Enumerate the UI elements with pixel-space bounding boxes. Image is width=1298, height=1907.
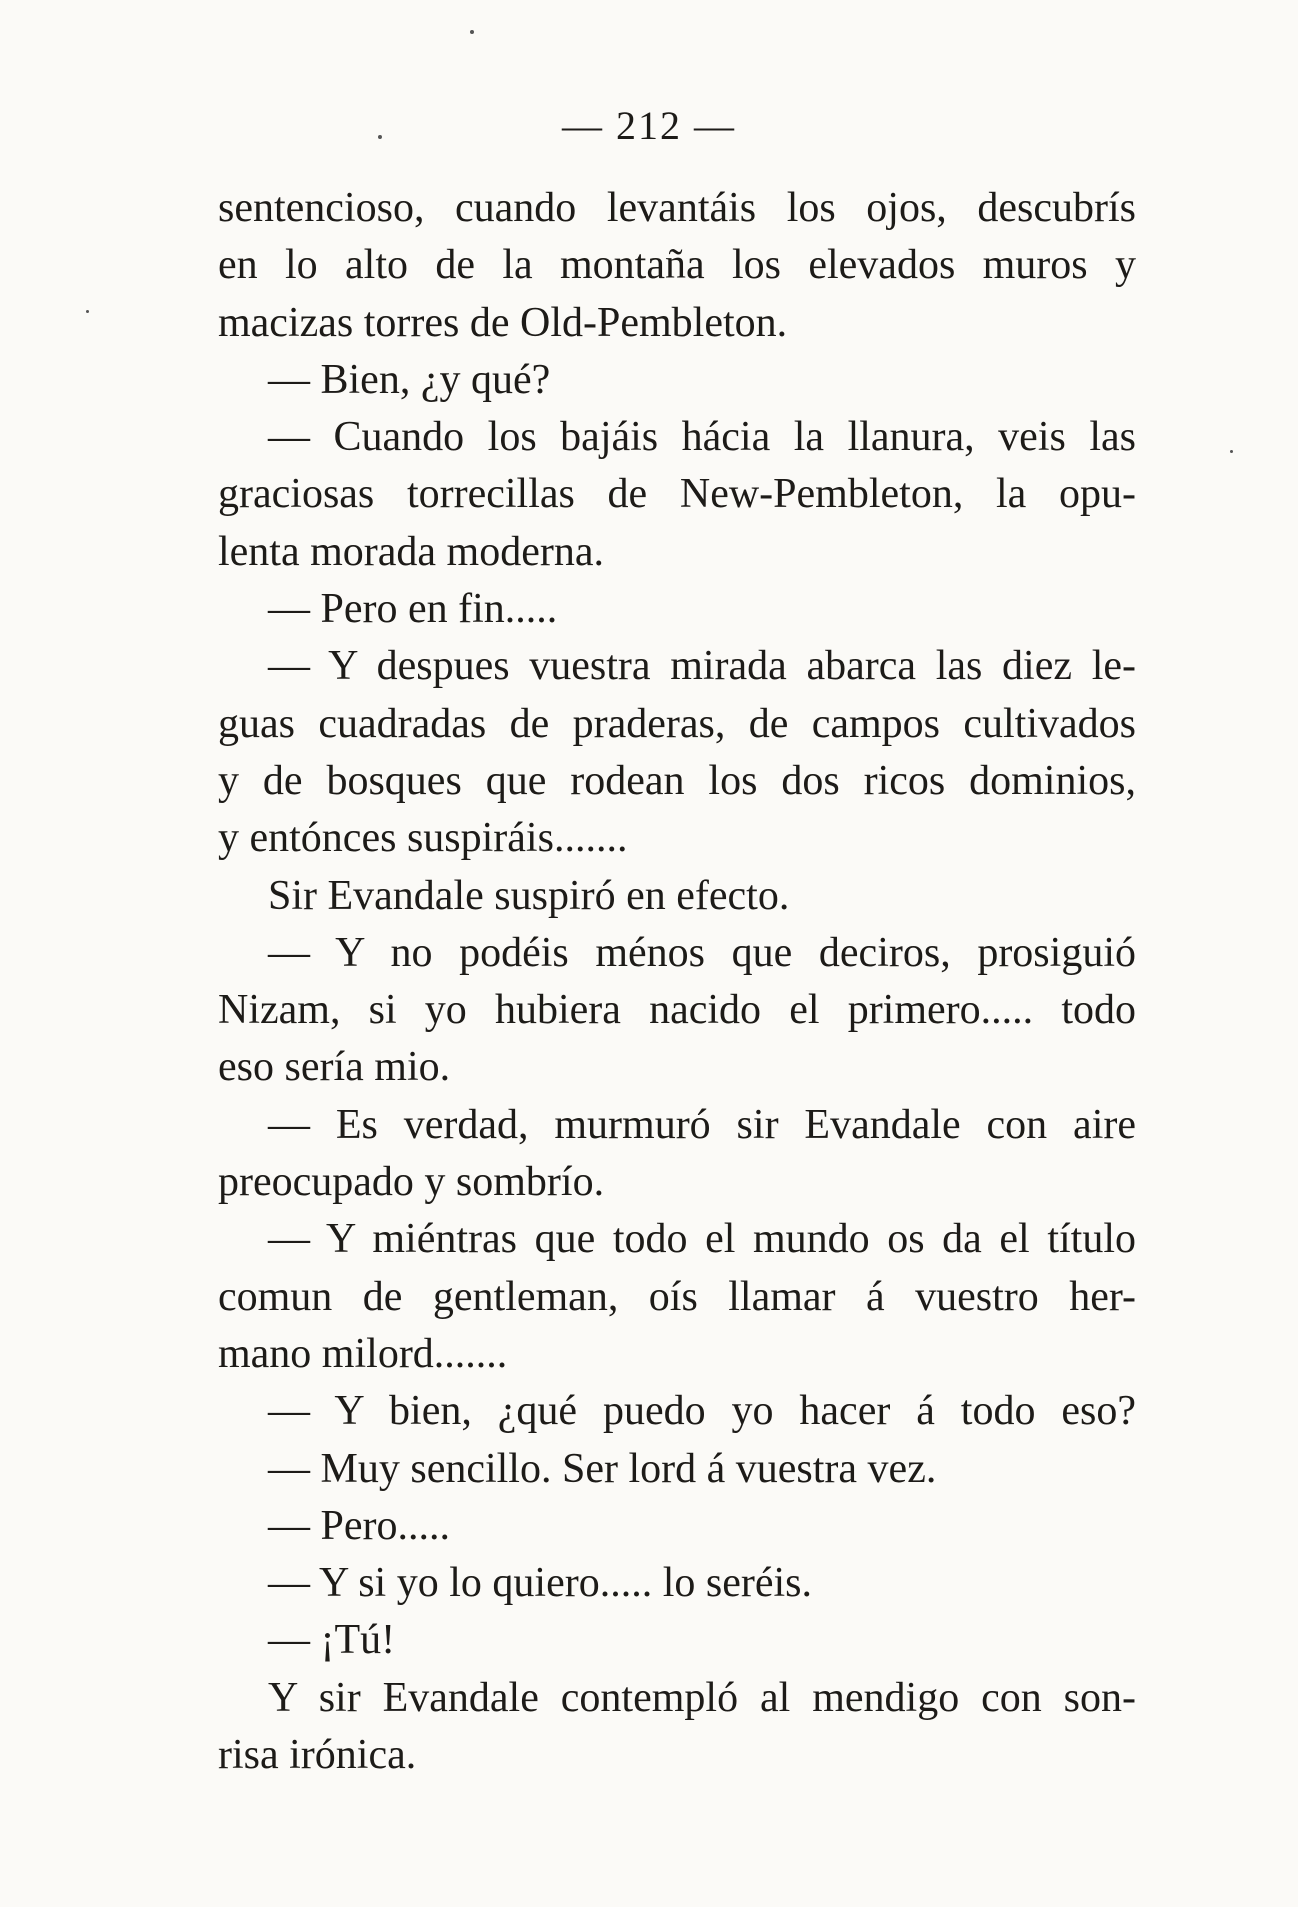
text-line: preocupado y sombrío.	[218, 1159, 605, 1206]
text-line: Nizam, si yo hubiera nacido el primero..... todo	[218, 987, 1136, 1034]
text-line: eso sería mio.	[218, 1044, 451, 1091]
text-line: — Y no podéis ménos que deciros, prosiguió	[268, 929, 1136, 976]
text-line: graciosas torrecillas de New-Pembleton, la opu-	[218, 471, 1136, 518]
paper-speck	[86, 310, 89, 313]
paper-speck	[1230, 450, 1233, 453]
text-line: en lo alto de la montaña los elevados muros y	[218, 242, 1136, 289]
text-line: sentencioso, cuando levantáis los ojos, descubrís	[218, 185, 1136, 231]
text-line: guas cuadradas de praderas, de campos cultivados	[218, 700, 1136, 747]
text-line: — Es verdad, murmuró sir Evandale con aire	[268, 1101, 1136, 1148]
text-line: comun de gentleman, oís llamar á vuestro her-	[218, 1273, 1136, 1320]
text-line: Sir Evandale suspiró en efecto.	[268, 872, 790, 919]
text-line: Y sir Evandale contempló al mendigo con son-	[268, 1674, 1136, 1721]
text-line: — Muy sencillo. Ser lord á vuestra vez.	[268, 1445, 937, 1492]
text-line: — Bien, ¿y qué?	[268, 356, 551, 403]
text-line: — Y miéntras que todo el mundo os da el título	[268, 1216, 1136, 1263]
text-line: — Y bien, ¿qué puedo yo hacer á todo eso?	[268, 1388, 1136, 1435]
text-line: — Cuando los bajáis hácia la llanura, veis las	[268, 414, 1136, 461]
paper-speck	[378, 135, 382, 139]
text-line: lenta morada moderna.	[218, 528, 604, 575]
text-line: — Y si yo lo quiero..... lo seréis.	[268, 1560, 812, 1607]
text-line: — Y despues vuestra mirada abarca las diez le-	[268, 643, 1136, 690]
text-line: y entónces suspiráis.......	[218, 815, 628, 862]
text-line: y de bosques que rodean los dos ricos dominios,	[218, 757, 1136, 804]
text-line: risa irónica.	[218, 1732, 417, 1779]
paper-speck	[470, 30, 474, 34]
text-line: — Pero.....	[268, 1502, 450, 1549]
text-line: mano milord.......	[218, 1330, 508, 1377]
body-text	[218, 180, 1136, 1784]
text-line: macizas torres de Old-Pembleton.	[218, 299, 788, 346]
text-line: — ¡Tú!	[268, 1617, 396, 1664]
page-number: — 212 —	[562, 103, 736, 148]
text-line: — Pero en fin.....	[268, 586, 558, 633]
